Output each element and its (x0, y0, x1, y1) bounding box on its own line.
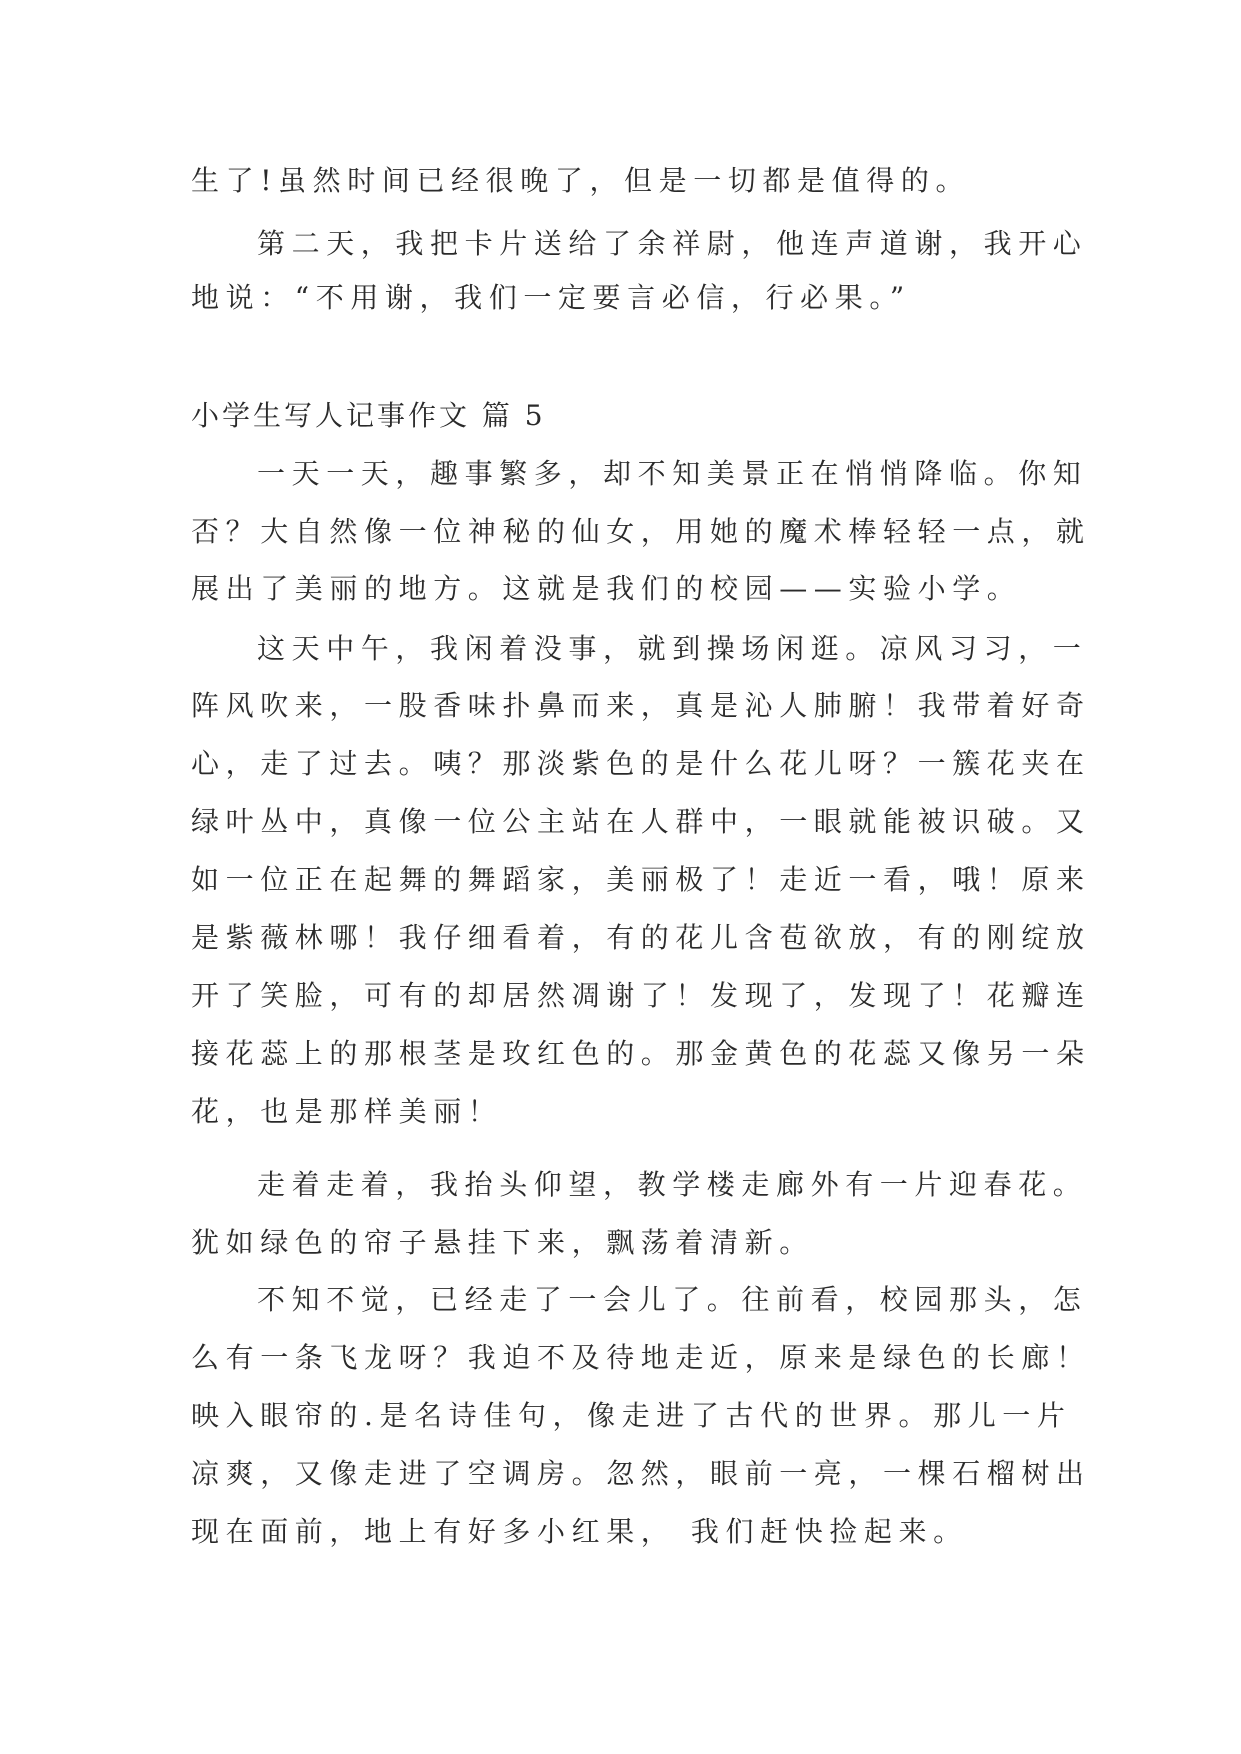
text-line: 绿叶丛中，真像一位公主站在人群中，一眼就能被识破。又 (191, 805, 1091, 838)
text-line: 么有一条飞龙呀？我迫不及待地走近，原来是绿色的长廊！ (191, 1341, 1091, 1374)
text-line: 展出了美丽的地方。这就是我们的校园——实验小学。 (191, 572, 1022, 605)
section-heading: 小学生写人记事作文 篇 5 (191, 399, 546, 432)
text-line: 开了笑脸，可有的却居然凋谢了！发现了，发现了！花瓣连 (191, 979, 1091, 1012)
paragraph-start: 不知不觉，已经走了一会儿了。往前看，校园那头，怎 (257, 1283, 1088, 1316)
text-line: 如一位正在起舞的舞蹈家，美丽极了！走近一看，哦！原来 (191, 863, 1091, 896)
text-line: 接花蕊上的那根茎是玫红色的。那金黄色的花蕊又像另一朵 (191, 1037, 1091, 1070)
text-line: 凉爽，又像走进了空调房。忽然，眼前一亮，一棵石榴树出 (191, 1457, 1091, 1490)
text-line: 现在面前，地上有好多小红果， 我们赶快捡起来。 (191, 1515, 968, 1548)
text-line: 花，也是那样美丽！ (191, 1095, 503, 1128)
paragraph-start: 第二天，我把卡片送给了余祥尉，他连声道谢，我开心 (257, 227, 1088, 260)
text-line: 阵风吹来，一股香味扑鼻而来，真是沁人肺腑！我带着好奇 (191, 689, 1091, 722)
text-line: 映入眼帘的.是名诗佳句，像走进了古代的世界。那儿一片 (191, 1399, 1072, 1432)
text-line: 否？大自然像一位神秘的仙女，用她的魔术棒轻轻一点，就 (191, 515, 1091, 548)
text-line: 是紫薇林哪！我仔细看着，有的花儿含苞欲放，有的刚绽放 (191, 921, 1091, 954)
paragraph-start: 走着走着，我抬头仰望，教学楼走廊外有一片迎春花。 (257, 1168, 1088, 1201)
paragraph-start: 一天一天，趣事繁多，却不知美景正在悄悄降临。你知 (257, 457, 1088, 490)
text-line: 犹如绿色的帘子悬挂下来，飘荡着清新。 (191, 1226, 814, 1259)
text-line: 生了!虽然时间已经很晚了，但是一切都是值得的。 (191, 164, 971, 197)
paragraph-start: 这天中午，我闲着没事，就到操场闲逛。凉风习习，一 (257, 632, 1088, 665)
text-line: 地说：“不用谢，我们一定要言必信，行必果。” (191, 281, 911, 314)
text-line: 心，走了过去。咦？那淡紫色的是什么花儿呀？一簇花夹在 (191, 747, 1091, 780)
